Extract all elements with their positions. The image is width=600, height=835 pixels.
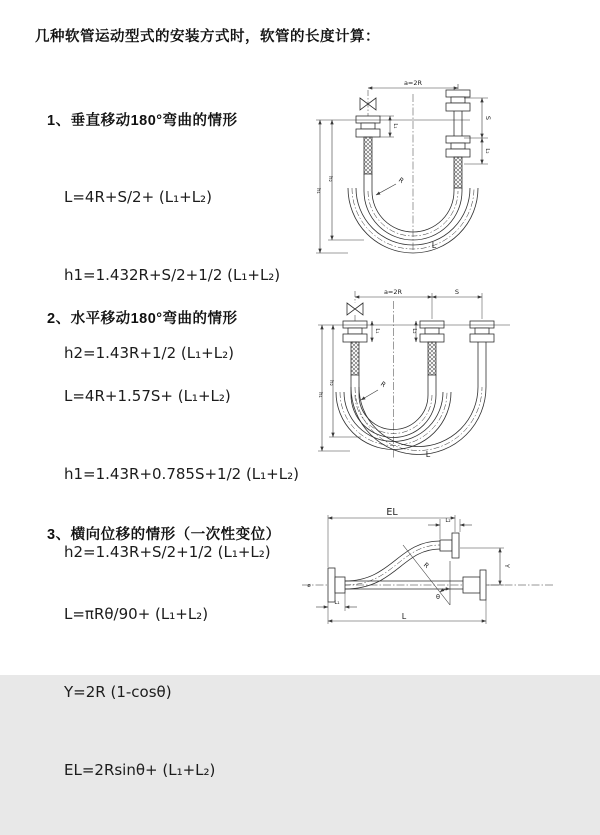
diagram-horizontal-180-bend <box>316 283 512 463</box>
dim-label-l1: L₁ <box>392 123 398 129</box>
section-2-heading: 2、水平移动180°弯曲的情形 <box>47 311 238 327</box>
d2-right-fitting <box>470 321 494 342</box>
dim-label-y: Y <box>503 564 511 568</box>
dim-label-l2: L₂ <box>411 328 417 334</box>
d2-labels <box>317 288 459 459</box>
length-label: L <box>401 612 407 621</box>
axis-mark: ø <box>307 583 311 589</box>
radius-label: R <box>421 560 431 570</box>
d2-dimensions <box>318 293 510 459</box>
angle-label: θ <box>436 593 440 601</box>
d2-middle-hose-braid <box>428 342 436 375</box>
dim-label-h2: h₂ <box>328 380 334 386</box>
d3-dimensions <box>316 515 504 624</box>
page-title: 几种软管运动型式的安装方式时，软管的长度计算： <box>35 29 380 45</box>
d2-left-fitting <box>343 321 367 342</box>
section-3-formulas <box>64 549 215 835</box>
dim-label-el: EL <box>386 507 398 518</box>
d2-middle-fitting <box>420 321 444 342</box>
formula-line: Y=2R (1-cosθ) <box>64 683 172 701</box>
d2-hose-arcs <box>336 387 486 455</box>
section-3-heading: 3、横向位移的情形（一次性变位） <box>47 527 281 543</box>
formula-line: L=πRθ/90+ (L₁+L₂) <box>64 605 209 623</box>
dim-label-s: S <box>484 115 492 121</box>
section-1-heading: 1、垂直移动180°弯曲的情形 <box>47 113 238 129</box>
formula-line: h1=1.432R+S/2+1/2 (L₁+L₂) <box>64 266 281 284</box>
dim-label-l2: L₂ <box>445 518 451 524</box>
formula-line: EL=2Rsinθ+ (L₁+L₂) <box>64 761 216 779</box>
d3-hose-upper-wall <box>345 541 440 581</box>
formula-line: h2=1.43R+1/2 (L₁+L₂) <box>64 344 234 362</box>
d3-upper-flange <box>440 533 459 558</box>
d1-left-fitting <box>356 116 380 137</box>
dim-label-l2: L₂ <box>484 148 490 154</box>
dim-label-h1: h₁ <box>315 188 321 194</box>
length-label: L <box>425 450 431 459</box>
diagram-vertical-180-bend <box>312 76 548 256</box>
d2-pipes <box>343 291 494 395</box>
length-label: L <box>431 241 437 250</box>
d1-right-fitting-lower <box>446 136 470 157</box>
dim-label-s: S <box>454 288 460 296</box>
formula-line: h2=1.43R+S/2+1/2 (L₁+L₂) <box>64 543 271 561</box>
d3-left-flange <box>328 568 345 602</box>
radius-label: R <box>396 175 406 185</box>
d3-right-flange <box>463 570 486 600</box>
valve-icon <box>360 98 376 110</box>
dim-label-l1: L₁ <box>334 600 340 606</box>
d1-right-hose-braid <box>454 157 462 188</box>
d1-right-fitting-upper <box>446 90 470 111</box>
dim-label-a2r: a=2R <box>383 288 403 296</box>
d1-left-hose-braid <box>364 137 372 174</box>
formula-line: L=4R+1.57S+ (L₁+L₂) <box>64 387 231 405</box>
formula-line: h1=1.43R+0.785S+1/2 (L₁+L₂) <box>64 465 299 483</box>
dim-label-a2r: a=2R <box>403 79 423 87</box>
dim-label-h1: h₁ <box>317 392 323 398</box>
dim-label-h2: h₂ <box>327 176 333 182</box>
d2-left-hose-braid <box>351 342 359 375</box>
valve-icon <box>347 303 363 315</box>
d3-pipes <box>302 533 555 602</box>
formula-line: L=4R+S/2+ (L₁+L₂) <box>64 188 212 206</box>
d3-labels <box>307 507 511 621</box>
radius-label: R <box>378 379 388 389</box>
diagram-lateral-displacement <box>300 503 592 633</box>
dim-label-l1: L₁ <box>374 328 380 334</box>
